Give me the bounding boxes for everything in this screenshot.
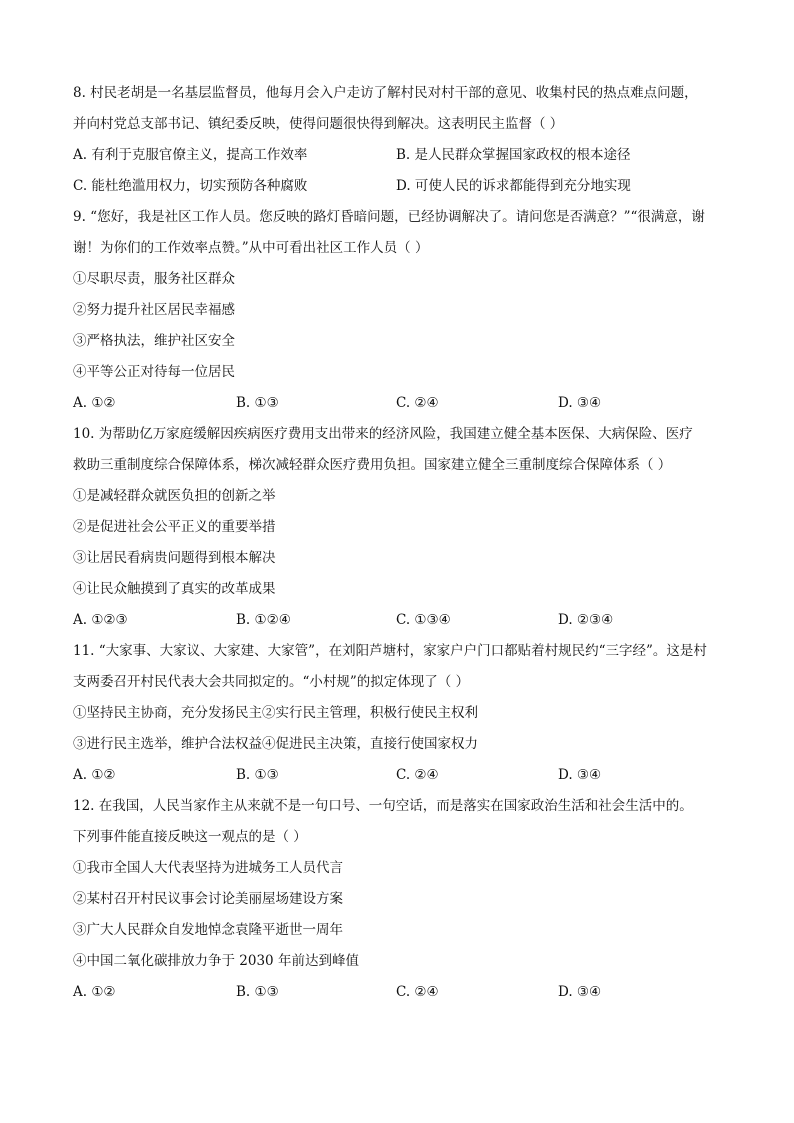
document-page: [73, 78, 733, 1008]
option-d: D. ③④: [558, 767, 602, 783]
statement-item: ②是促进社会公平正义的重要举措: [73, 519, 276, 535]
question-stem: 12. 在我国，人民当家作主从来就不是一句口号、一句空话，而是落实在国家政治生活和社会生活中的。: [73, 798, 693, 814]
statement-item: ①我市全国人大代表坚持为进城务工人员代言: [73, 860, 343, 876]
statement-item: ②努力提升社区居民幸福感: [73, 302, 235, 318]
option-d: D. ②③④: [558, 612, 614, 628]
option-a: A. ①②③: [73, 612, 128, 628]
question-11: [73, 636, 733, 791]
option-c: C. ②④: [396, 767, 439, 783]
question-stem: 10. 为帮助亿万家庭缓解因疾病医疗费用支出带来的经济风险，我国建立健全基本医保、大病保险、医疗: [73, 426, 693, 442]
statement-item: ③进行民主选举，维护合法权益④促进民主决策，直接行使国家权力: [73, 736, 478, 752]
statement-item: ④中国二氧化碳排放力争于 2030 年前达到峰值: [73, 953, 359, 969]
question-stem: 救助三重制度综合保障体系，梯次减轻群众医疗费用负担。国家建立健全三重制度综合保障体系（ ）: [73, 457, 672, 473]
statement-item: ③严格执法，维护社区安全: [73, 333, 235, 349]
statement-item: ①是减轻群众就医负担的创新之举: [73, 488, 276, 504]
statement-item: ④平等公正对待每一位居民: [73, 364, 235, 380]
option-b: B. ①③: [236, 395, 279, 411]
statement-item: ④让民众触摸到了真实的改革成果: [73, 581, 276, 597]
question-10: [73, 419, 733, 636]
question-stem: 并向村党总支部书记、镇纪委反映，使得问题很快得到解决。这表明民主监督（ ）: [73, 116, 564, 132]
option-row: [73, 760, 733, 791]
option-c: C. ②④: [396, 395, 439, 411]
option-a: A. 有利于克服官僚主义，提高工作效率: [73, 147, 308, 163]
option-d: D. ③④: [558, 395, 602, 411]
option-a: A. ①②: [73, 395, 116, 411]
question-9: [73, 202, 733, 419]
statement-item: ②某村召开村民议事会讨论美丽屋场建设方案: [73, 891, 343, 907]
question-stem: 谢！为你们的工作效率点赞。”从中可看出社区工作人员（ ）: [73, 240, 429, 256]
option-row: [73, 388, 733, 419]
statement-item: ①坚持民主协商，充分发扬民主②实行民主管理，积极行使民主权利: [73, 705, 478, 721]
option-c: C. 能杜绝滥用权力，切实预防各种腐败: [73, 178, 308, 194]
option-a: A. ①②: [73, 767, 116, 783]
option-a: A. ①②: [73, 984, 116, 1000]
option-b: B. 是人民群众掌握国家政权的根本途径: [396, 147, 631, 163]
option-c: C. ①③④: [396, 612, 451, 628]
statement-item: ③让居民看病贵问题得到根本解决: [73, 550, 276, 566]
question-stem: 11. “大家事、大家议、大家建、大家管”，在刘阳芦塘村，家家户户门口都贴着村规民约“三字经”。这是村: [73, 643, 707, 659]
option-d: D. 可使人民的诉求都能得到充分地实现: [396, 178, 631, 194]
option-row: [73, 977, 733, 1008]
question-stem: 8. 村民老胡是一名基层监督员，他每月会入户走访了解村民对村干部的意见、收集村民的热点难点问题，: [73, 85, 698, 101]
question-8: [73, 78, 733, 202]
statement-item: ③广大人民群众自发地悼念袁隆平逝世一周年: [73, 922, 343, 938]
question-12: [73, 791, 733, 1008]
option-b: B. ①③: [236, 984, 279, 1000]
question-stem: 下列事件能直接反映这一观点的是（ ）: [73, 829, 307, 845]
option-row: [73, 140, 733, 171]
option-c: C. ②④: [396, 984, 439, 1000]
option-d: D. ③④: [558, 984, 602, 1000]
statement-item: ①尽职尽责，服务社区群众: [73, 271, 235, 287]
option-row: [73, 605, 733, 636]
option-b: B. ①②④: [236, 612, 291, 628]
question-stem: 支两委召开村民代表大会共同拟定的。“小村规”的拟定体现了（ ）: [73, 674, 470, 690]
option-row: [73, 171, 733, 202]
question-stem: 9. “您好，我是社区工作人员。您反映的路灯昏暗问题，已经协调解决了。请问您是否满意？”“很满意，谢: [73, 209, 705, 225]
option-b: B. ①③: [236, 767, 279, 783]
